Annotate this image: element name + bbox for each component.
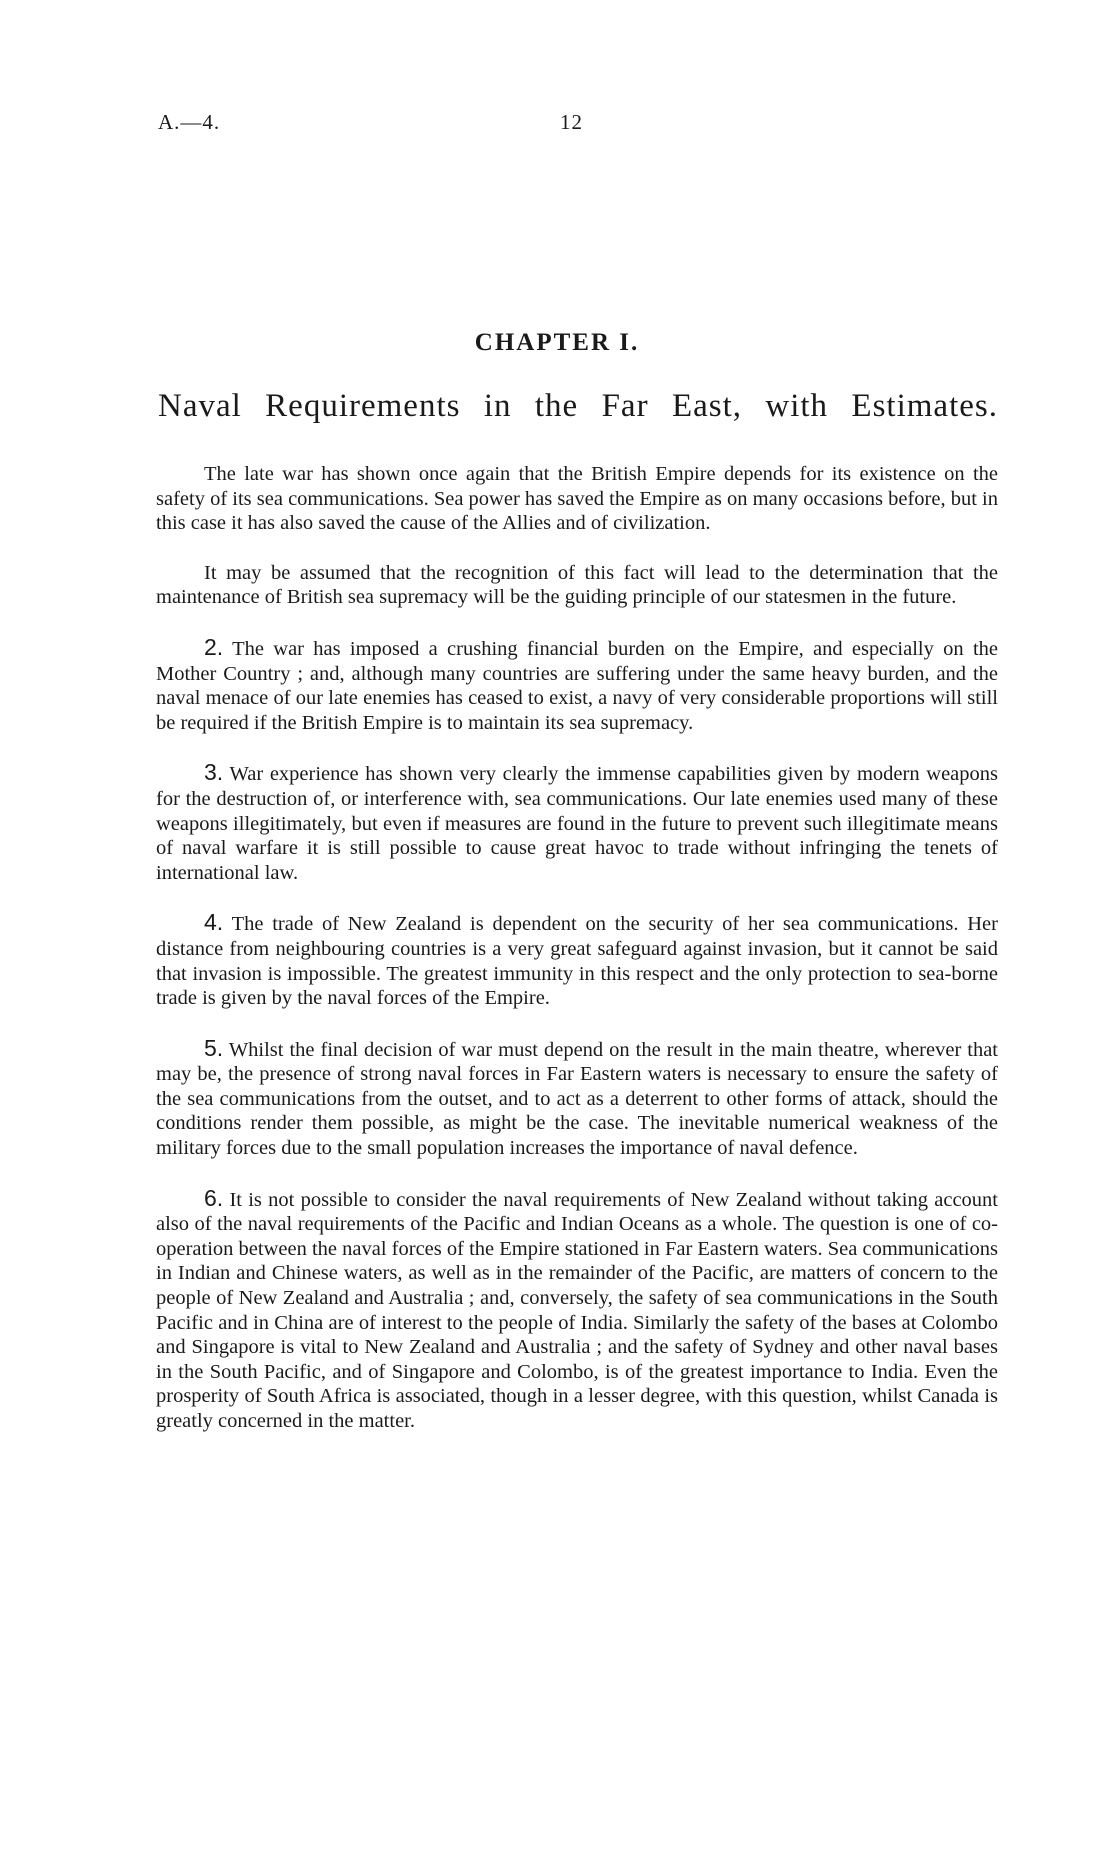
document-reference: A.—4. — [158, 110, 221, 134]
paragraph-text: The trade of New Zealand is dependent on the security of her sea communications. Her distance from neighbouring countries is a very great safeguard against invasion, but it cannot be said that invasion is impossible. The greatest immunity in this respect and the only protection to sea-borne trade is given by the naval forces of the Empire. — [156, 913, 998, 1010]
paragraph-4 — [156, 910, 998, 1010]
page-number: 12 — [560, 110, 583, 134]
paragraph-number: 2. — [204, 633, 224, 660]
paragraph-3 — [156, 760, 998, 885]
paragraph-1 — [156, 462, 998, 536]
paragraph-text: It may be assumed that the recognition of this fact will lead to the determination that the maintenance of British sea supremacy will be the guiding principle of our statesmen in the future. — [156, 561, 998, 609]
paragraph-text: War experience has shown very clearly the immense capabilities given by modern weapons for the destruction of, or interference with, sea communications. Our late enemies used many of these weapons illegitimately, but even if measures are found in the future to prevent such illegitimate means of naval warfare it is still possible to cause great havoc to trade without infringing the tenets of international law. — [156, 763, 998, 884]
paragraph-number: 4. — [204, 909, 224, 936]
body-text — [156, 462, 998, 1459]
chapter-title: Naval Requirements in the Far East, with Estimates. — [158, 388, 998, 424]
paragraph-6 — [156, 1186, 998, 1434]
paragraph-text: It is not possible to consider the naval requirements of New Zealand without taking account also of the naval requirements of the Pacific and Indian Oceans as a whole. The question is one of co-operation between the naval forces of the Empire stationed in Far Eastern waters. Sea communications in Indian and Chinese waters, as well as in the remainder of the Pacific, are matters of concern to the people of New Zealand and Australia ; and, conversely, the safety of sea communications in the South Pacific and in China are of interest to the people of India. Similarly the safety of the bases at Colombo and Singapore is vital to New Zealand and Australia ; and the safety of Sydney and other naval bases in the South Pacific, and of Singapore and Colombo, is of the greatest importance to India. Even the prosperity of South Africa is associated, though in a lesser degree, with this question, whilst Canada is greatly concerned in the matter. — [156, 1188, 998, 1432]
chapter-heading: CHAPTER I. — [474, 329, 640, 356]
paragraph-5 — [156, 1036, 998, 1161]
paragraph-text: The war has imposed a crushing financial burden on the Empire, and especially on the Mother Country ; and, although many countries are suffering under the same heavy burden, and the naval menace of our late enemies has ceased to exist, a navy of very considerable proportions will still be required if the British Empire is to maintain its sea supremacy. — [156, 637, 998, 734]
paragraph-number: 6. — [204, 1184, 224, 1211]
page-header — [0, 110, 1114, 140]
paragraph-1-continued — [156, 561, 998, 610]
paragraph-number: 3. — [204, 759, 224, 786]
paragraph-text: The late war has shown once again that the British Empire depends for its existence on the safety of its sea communications. Sea power has saved the Empire as on many occasions before, but in this case it has also saved the cause of the Allies and of civilization. — [156, 463, 998, 535]
paragraph-text: Whilst the final decision of war must depend on the result in the main theatre, wherever that may be, the presence of strong naval forces in Far Eastern waters is necessary to ensure the safety of the sea communications from the outset, and to act as a deterrent to other forms of attack, should the conditions render them possible, as might be the case. The inevitable numerical weakness of the military forces due to the small population increases the importance of naval defence. — [156, 1038, 998, 1160]
paragraph-number: 5. — [204, 1034, 224, 1061]
paragraph-2 — [156, 635, 998, 735]
